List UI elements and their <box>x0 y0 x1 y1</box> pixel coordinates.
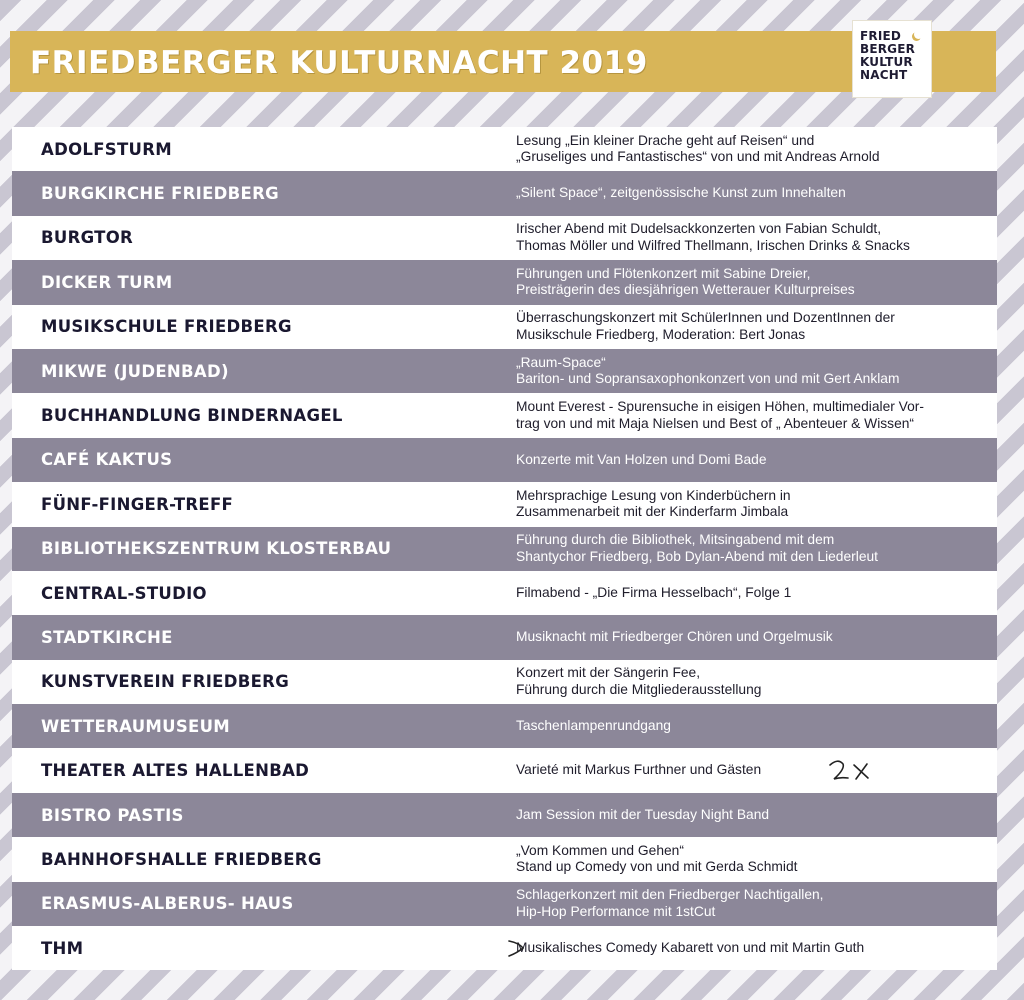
program-row <box>12 527 997 571</box>
program-row <box>12 704 997 748</box>
venue-name: MIKWE (JUDENBAD) <box>41 361 229 381</box>
event-line: Mount Everest - Spurensuche in eisigen Höhen, multimedialer Vor- <box>516 399 924 415</box>
event-line: Shantychor Friedberg, Bob Dylan-Abend mit den Liederleut <box>516 548 878 564</box>
program-row <box>12 926 997 970</box>
event-line: Varieté mit Markus Furthner und Gästen <box>516 762 762 778</box>
event-line: Führungen und Flötenkonzert mit Sabine Dreier, <box>516 265 811 281</box>
event-description <box>516 762 997 779</box>
venue-name: THEATER ALTES HALLENBAD <box>41 761 310 781</box>
event-line: Jam Session mit der Tuesday Night Band <box>516 806 770 822</box>
program-row <box>12 349 997 393</box>
event-line: trag von und mit Maja Nielsen und Best of „ Abenteuer & Wissen“ <box>516 415 915 431</box>
venue-name: ADOLFSTURM <box>41 139 172 159</box>
event-description <box>516 452 997 469</box>
event-line: Hip-Hop Performance mit 1stCut <box>516 903 716 919</box>
event-description <box>516 532 997 565</box>
program-row <box>12 216 997 260</box>
program-table <box>12 127 997 970</box>
venue-name: BURGKIRCHE FRIEDBERG <box>41 184 279 204</box>
event-line: Schlagerkonzert mit den Friedberger Nachtigallen, <box>516 887 824 903</box>
venue-name: STADTKIRCHE <box>41 627 173 647</box>
program-row <box>12 660 997 704</box>
event-line: Preisträgerin des diesjährigen Wetterauer Kulturpreises <box>516 282 855 298</box>
event-description <box>516 355 997 388</box>
event-line: Musiknacht mit Friedberger Chören und Orgelmusik <box>516 629 833 645</box>
logo-line: NACHT <box>860 68 908 82</box>
program-row <box>12 438 997 482</box>
program-row <box>12 393 997 437</box>
event-line: Überraschungskonzert mit SchülerInnen und DozentInnen der <box>516 310 895 326</box>
event-line: Führung durch die Bibliothek, Mitsingabend mit dem <box>516 532 835 548</box>
venue-name: BISTRO PASTIS <box>41 805 184 825</box>
event-line: „Gruseliges und Fantastisches“ von und mit Andreas Arnold <box>516 149 880 165</box>
venue-name: BUCHHANDLUNG BINDERNAGEL <box>41 406 343 426</box>
event-description <box>516 221 997 254</box>
program-row <box>12 882 997 926</box>
program-row <box>12 171 997 215</box>
event-line: Lesung „Ein kleiner Drache geht auf Reisen“ und <box>516 132 815 148</box>
event-description <box>516 399 997 432</box>
program-row <box>12 305 997 349</box>
event-description <box>516 266 997 299</box>
program-row <box>12 482 997 526</box>
event-line: Irischer Abend mit Dudelsackkonzerten von Fabian Schuldt, <box>516 221 882 237</box>
event-line: Konzert mit der Sängerin Fee, <box>516 665 701 681</box>
page-title: FRIEDBERGER KULTURNACHT 2019 <box>30 45 648 81</box>
venue-name: THM <box>41 938 84 958</box>
event-line: Zusammenarbeit mit der Kinderfarm Jimbala <box>516 504 789 520</box>
program-row <box>12 793 997 837</box>
event-line: Filmabend - „Die Firma Hesselbach“, Folge 1 <box>516 584 792 600</box>
kulturnacht-logo <box>853 21 931 97</box>
logo-line: BERGER <box>860 42 916 56</box>
event-description <box>516 940 997 957</box>
program-row <box>12 260 997 304</box>
handwritten-checkmark <box>506 937 528 959</box>
event-description <box>516 585 997 602</box>
event-description <box>516 310 997 343</box>
event-description <box>516 807 997 824</box>
venue-name: KUNSTVEREIN FRIEDBERG <box>41 672 290 692</box>
event-line: Taschenlampenrundgang <box>516 718 671 734</box>
venue-name: WETTERAUMUSEUM <box>41 716 230 736</box>
program-row <box>12 837 997 881</box>
handwritten-2x-note <box>826 756 878 784</box>
venue-name: FÜNF-FINGER-TREFF <box>41 494 234 514</box>
event-line: Stand up Comedy von und mit Gerda Schmidt <box>516 859 798 875</box>
event-line: Musikschule Friedberg, Moderation: Bert Jonas <box>516 326 806 342</box>
venue-name: CENTRAL-STUDIO <box>41 583 207 603</box>
event-line: Führung durch die Mitgliederausstellung <box>516 681 762 697</box>
venue-name: BURGTOR <box>41 228 134 248</box>
program-row <box>12 127 997 171</box>
event-description <box>516 488 997 521</box>
logo-line: KULTUR <box>860 55 913 69</box>
logo-line: FRIED <box>860 29 902 43</box>
event-description <box>516 718 997 735</box>
event-description <box>516 133 997 166</box>
venue-name: MUSIKSCHULE FRIEDBERG <box>41 317 292 337</box>
event-description <box>516 185 997 202</box>
venue-name: CAFÉ KAKTUS <box>41 450 173 470</box>
event-line: Thomas Möller und Wilfred Thellmann, Irischen Drinks & Snacks <box>516 237 910 253</box>
event-line: Bariton- und Sopransaxophonkonzert von und mit Gert Anklam <box>516 371 900 387</box>
event-description <box>516 665 997 698</box>
event-line: „Silent Space“, zeitgenössische Kunst zum Innehalten <box>516 185 846 201</box>
event-line: Musikalisches Comedy Kabarett von und mit Martin Guth <box>516 939 865 955</box>
moon-icon <box>914 30 923 39</box>
event-line: Mehrsprachige Lesung von Kinderbüchern in <box>516 487 791 503</box>
program-row <box>12 615 997 659</box>
event-line: „Vom Kommen und Gehen“ <box>516 842 684 858</box>
event-line: „Raum-Space“ <box>516 354 606 370</box>
event-line: Konzerte mit Van Holzen und Domi Bade <box>516 451 767 467</box>
venue-name: DICKER TURM <box>41 272 173 292</box>
venue-name: ERASMUS-ALBERUS- HAUS <box>41 894 294 914</box>
event-description <box>516 843 997 876</box>
venue-name: BAHNHOFSHALLE FRIEDBERG <box>41 849 322 869</box>
program-row <box>12 571 997 615</box>
event-description <box>516 887 997 920</box>
event-description <box>516 629 997 646</box>
venue-name: BIBLIOTHEKSZENTRUM KLOSTERBAU <box>41 539 392 559</box>
